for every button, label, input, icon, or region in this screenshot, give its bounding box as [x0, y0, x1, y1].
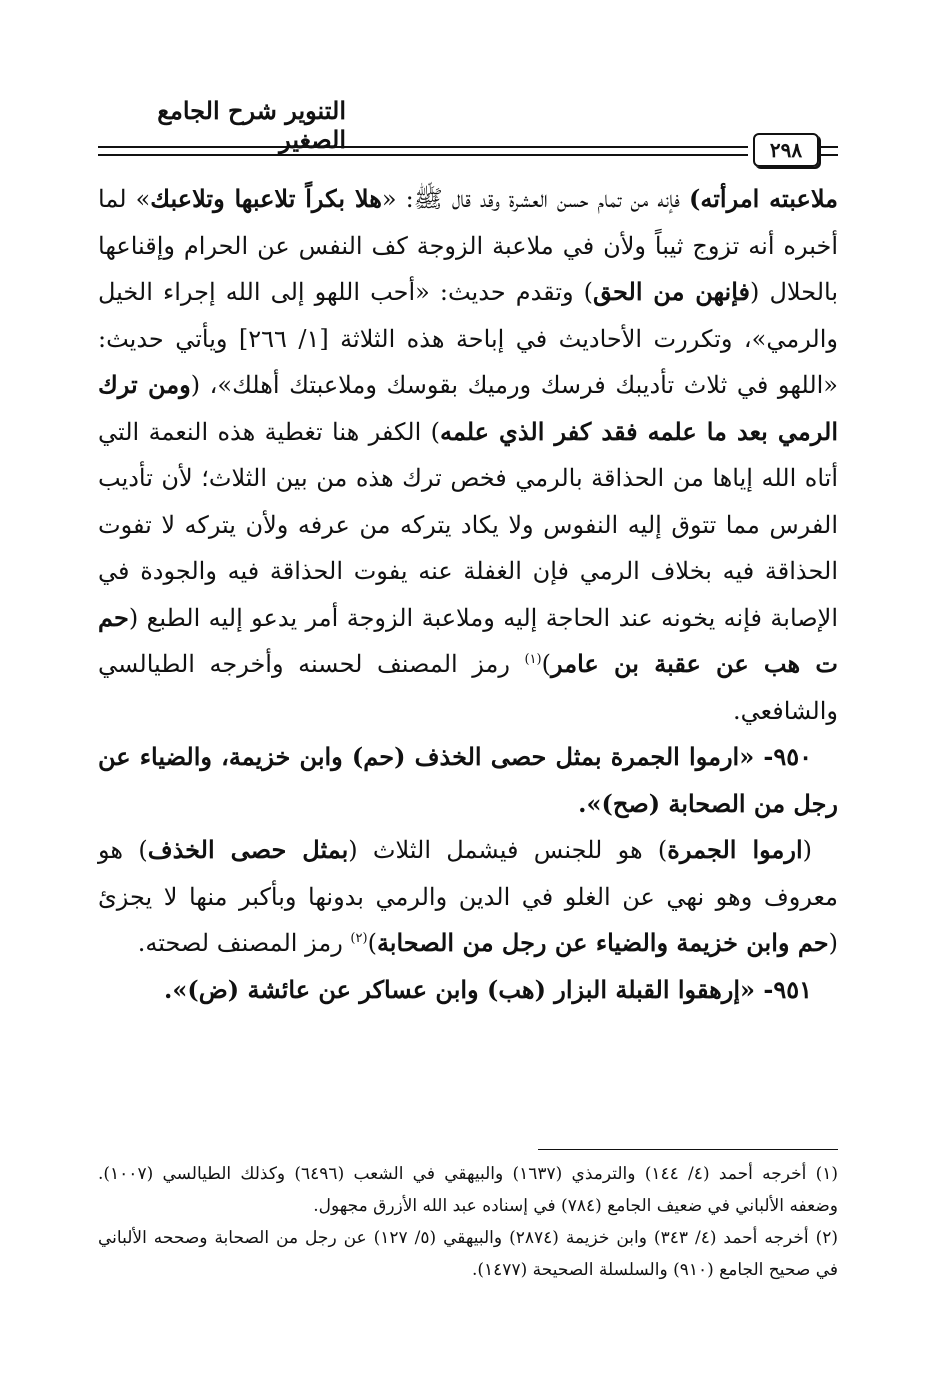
footnote-ref-1: (١): [524, 652, 542, 667]
footnote-divider: [538, 1149, 838, 1150]
text-run: » لما أخبره أنه تزوج ثيباً ولأن في ملاعبة الزوجة كف النفس عن الحرام وإقناعها بالحلال (: [98, 185, 838, 306]
commentary-paragraph-2: [98, 827, 838, 967]
header-rule: [98, 146, 748, 156]
commentary-paragraph-1: [98, 176, 838, 734]
text-run: ): [541, 650, 551, 678]
bold-term: فإنهن من الحق: [593, 277, 751, 306]
bold-term: ملاعبته امرأته): [689, 184, 839, 213]
bold-term: ومن ترك الرمي بعد ما علمه فقد كفر الذي علمه: [98, 370, 838, 446]
text-run: ) هو للجنس فيشمل الثلاث (: [348, 836, 668, 864]
text-run: فإنه من تمام حسن العشرة وقد قال ﷺ: «: [381, 185, 689, 213]
text-run: رمز المصنف لصحته.: [137, 929, 351, 957]
page-number: ٢٩٨: [753, 133, 819, 167]
bold-term: هلا بكراً تلاعبها وتلاعبك: [150, 184, 382, 213]
footnote-ref-2: (٢): [350, 931, 368, 946]
text-run: ) هو معروف وهو نهي عن الغلو في الدين والرمي بدونها وبأكبر منها لا يجزئ (: [98, 836, 838, 957]
hadith-text: ٩٥٠- «ارموا الجمرة بمثل حصى الخذف (حم) وابن خزيمة، والضياء عن رجل من الصحابة (صح)».: [98, 742, 838, 818]
bold-term: حم ت هب عن عقبة بن عامر: [98, 602, 838, 678]
header-rule-right: [818, 146, 838, 156]
hadith-text: ٩٥١- «إرهقوا القبلة البزار (هب) وابن عساكر عن عائشة (ض)».: [164, 974, 812, 1004]
bold-term: حم وابن خزيمة والضياء عن رجل من الصحابة: [376, 928, 829, 957]
bold-term: ارموا الجمرة: [667, 835, 803, 864]
hadith-951: [98, 967, 838, 1014]
footnote-2: (٢) أخرجه أحمد (٤/ ٣٤٣) وابن خزيمة (٢٨٧٤) والبيهقي (٥/ ١٢٧) عن رجل من الصحابة وصححه الألباني في صحيح الجامع (٩١٠) والسلسلة الصحيحة (١٤٧٧).: [98, 1228, 838, 1280]
footnote-1: (١) أخرجه أحمد (٤/ ١٤٤) والترمذي (١٦٣٧) والبيهقي في الشعب (٦٤٩٦) وكذلك الطيالسي (١٠٠٧). وضعفه الألباني في ضعيف الجامع (٧٨٤) في إسناده عبد الله الأزرق مجهول.: [98, 1164, 838, 1216]
bold-term: بمثل حصى الخذف: [147, 835, 349, 864]
text-run: ): [367, 929, 377, 957]
footnotes: [98, 1158, 838, 1286]
running-title: التنوير شرح الجامع الصغير: [157, 96, 346, 154]
text-run: ) وتقدم حديث: «أحب اللهو إلى الله إجراء الخيل والرمي»، وتكررت الأحاديث في إباحة هذه الثلاثة [١/ ٢٦٦] ويأتي حديث: «اللهو في ثلاث تأديبك فرسك ورميك بقوسك وملاعبتك أهلك»، (: [98, 278, 839, 399]
main-text: [98, 176, 838, 1013]
text-run: ) الكفر هنا تغطية هذه النعمة التي أتاه الله إياها من الحذاقة بالرمي فخص ترك هذه من بين الثلاث؛ لأن تأديب الفرس مما تتوق إليه النفوس ولا يكاد يتركه من عرفه ولأن يتركه لا تفوت الحذاقة فيه بخلاف الرمي فإن الغفلة عنه يفوت الحذاقة فيه والجودة في الإصابة فإنه يخونه عند الحاجة إليه وملاعبة الزوجة أمر يدعو إليه الطبع (: [98, 417, 838, 632]
text-run: رمز المصنف لحسنه وأخرجه الطيالسي والشافعي.: [98, 650, 838, 725]
hadith-950: [98, 734, 838, 827]
text-run: (: [802, 836, 813, 864]
